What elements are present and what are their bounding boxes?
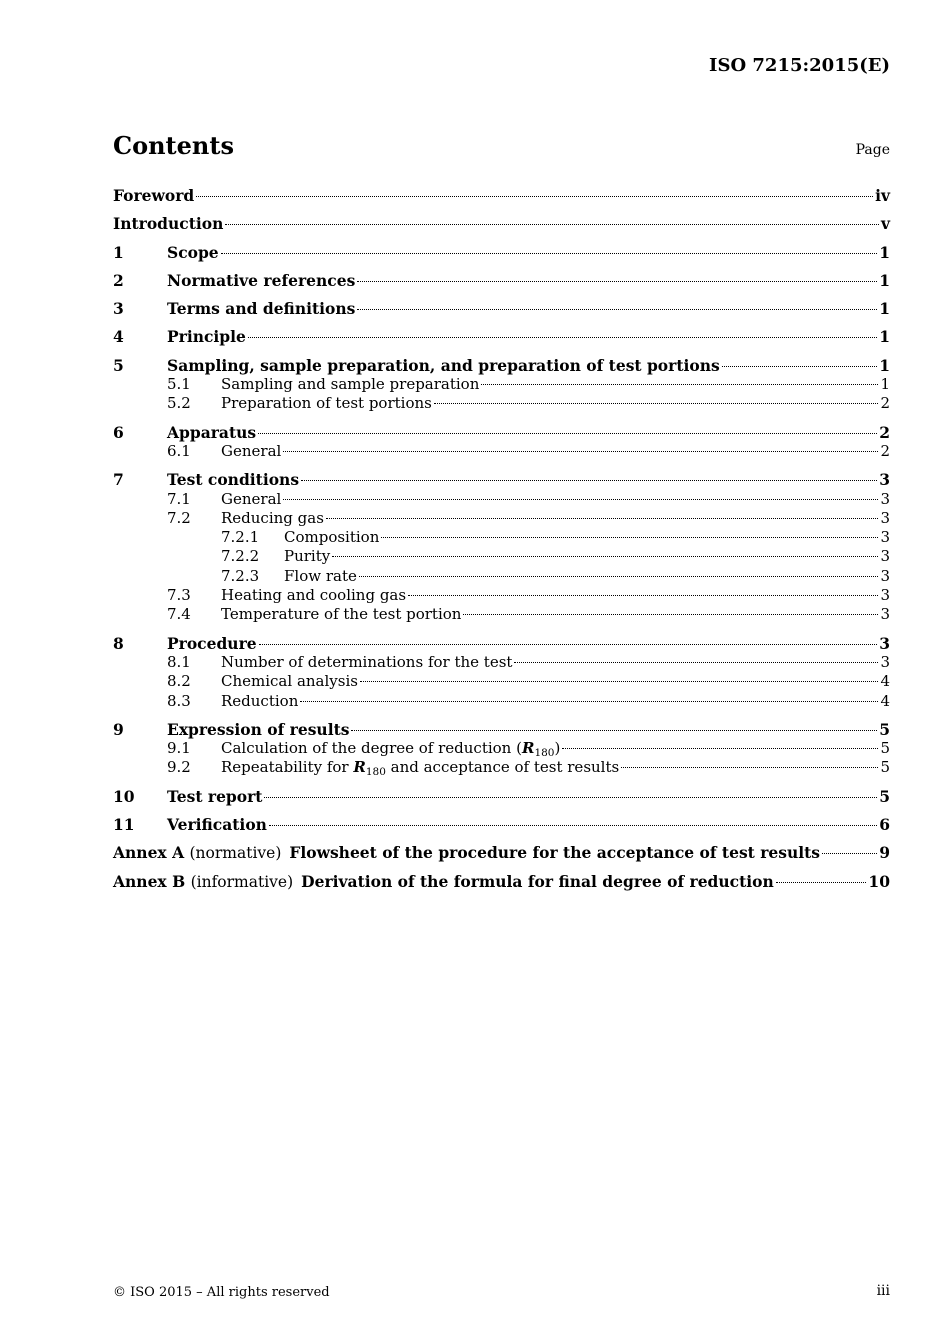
title-text: ) [554,739,561,758]
title-text: Repeatability for [221,758,354,777]
dot-leader [434,403,879,404]
dot-leader [259,644,878,645]
toc-entry-title: Test report [167,786,263,806]
toc-entry-title: Number of determinations for the test [221,652,513,671]
title-text: Calculation of the degree of reduction ( [221,739,522,758]
toc-entry-number: 7.2 [167,508,191,527]
toc-entry-title: Heating and cooling gas [221,586,407,605]
annex-title: Derivation of the formula for final degree of reduction [301,871,774,891]
toc-entry-title: Flow rate [284,566,357,585]
dot-leader [283,499,878,500]
toc-entry-title: Test conditions [167,470,300,490]
page-number: iii [876,1283,890,1299]
toc-entry-page: 1 [879,327,890,347]
toc-entry-title: Chemical analysis [221,672,358,691]
toc-entry-title [113,843,820,863]
toc-entry-page: 1 [879,299,890,319]
dot-leader [357,281,877,282]
toc-entry-page: 3 [879,470,890,490]
annex-name: Annex B [113,871,186,891]
toc-entry-page: 3 [879,633,890,653]
toc-entry-title: Terms and definitions [167,299,356,319]
dot-leader [269,825,877,826]
dot-leader [514,662,878,663]
page-column-label: Page [855,142,890,158]
toc-entry-title: General [221,441,282,460]
dot-leader [332,556,878,557]
toc-entry-number: 11 [113,815,135,835]
toc-entry-number: 7.2.3 [221,566,260,585]
toc-entry-title [113,872,774,892]
toc-entry-number: 4 [113,327,124,347]
toc-entry-9-2[interactable] [113,758,890,777]
toc-entry-page: 5 [879,786,890,806]
toc-entry-number: 7 [113,470,124,490]
toc-entry-title: Preparation of test portions [221,394,432,413]
toc-entry-8[interactable] [113,634,890,653]
toc-entry-number: 9 [113,719,124,739]
toc-entry-page: 5 [880,758,890,777]
copyright-notice: © ISO 2015 – All rights reserved [113,1285,330,1300]
toc-entry-number: 6.1 [167,441,191,460]
dot-leader [351,730,877,731]
toc-entry-11[interactable] [113,815,890,834]
toc-entry-page: 2 [879,422,890,442]
toc-entry-1[interactable] [113,243,890,262]
toc-entry-8-2[interactable] [113,672,890,691]
toc-entry-title: Sampling and sample preparation [221,375,480,394]
toc-entry-number: 6 [113,422,124,442]
dot-leader [258,433,877,434]
toc-entry-page: 1 [879,242,890,262]
reduction-symbol: R [521,739,535,758]
toc-entry-10[interactable] [113,787,890,806]
toc-entry-page: 9 [879,843,890,863]
toc-entry-title: Expression of results [167,719,350,739]
toc-entry-title: Reduction [221,691,299,710]
toc-entry-5-2[interactable] [113,394,890,413]
annex-name: Annex A [113,843,185,863]
toc-entry-title: Sampling, sample preparation, and preparation of test portions [167,355,720,375]
toc-entry-page: 4 [880,672,890,691]
toc-entry-page: 1 [880,375,890,394]
toc-entry-title: General [221,489,282,508]
toc-entry-number: 8.1 [167,652,191,671]
toc-entry-page: 5 [880,739,890,758]
toc-entry-title: Purity [284,547,331,566]
toc-entry-number: 9.2 [167,758,191,777]
toc-entry-page: 6 [879,815,890,835]
toc-entry-page: 10 [868,871,890,891]
toc-entry-8-3[interactable] [113,692,890,711]
toc-entry-title: Verification [167,815,267,835]
dot-leader [301,480,877,481]
toc-entry-7-2-1[interactable] [113,528,890,547]
toc-entry-number: 8 [113,633,124,653]
dot-leader [359,576,879,577]
toc-entry-7-4[interactable] [113,605,890,624]
dot-leader [408,595,878,596]
toc-entry-number: 2 [113,270,124,290]
toc-entry-title: Foreword [113,186,195,205]
toc-entry-7-1[interactable] [113,490,890,509]
table-of-contents [113,186,890,891]
dot-leader [248,337,877,338]
annex-type: (informative) [190,872,294,891]
toc-entry-number: 7.1 [167,489,191,508]
dot-leader [381,537,878,538]
toc-entry-page: 3 [880,547,890,566]
dot-leader [225,224,879,225]
toc-entry-annex-b[interactable] [113,872,890,891]
toc-entry-number: 5.2 [167,394,191,413]
standard-id: ISO 7215:2015(E) [709,55,890,76]
dot-leader [776,882,867,883]
toc-entry-3[interactable] [113,299,890,318]
toc-entry-title: Composition [284,528,380,547]
toc-entry-title: Reducing gas [221,508,324,527]
toc-entry-foreword[interactable] [113,186,890,205]
toc-entry-page: 1 [879,270,890,290]
toc-entry-title: Temperature of the test portion [221,605,462,624]
dot-leader [722,366,878,367]
dot-leader [621,767,878,768]
toc-entry-annex-a[interactable] [113,843,890,862]
toc-entry-9[interactable] [113,720,890,739]
reduction-subscript: 180 [534,747,555,760]
toc-entry-page: 2 [880,441,890,460]
page-title: Contents [113,131,234,160]
toc-entry-page: 3 [880,489,890,508]
toc-entry-title: Apparatus [167,422,257,442]
toc-entry-number: 8.3 [167,691,191,710]
title-text: and acceptance of test results [385,758,620,777]
dot-leader [463,614,878,615]
toc-entry-page: v [880,214,890,234]
toc-entry-4[interactable] [113,327,890,346]
toc-entry-title: Normative references [167,270,356,290]
toc-entry-6-1[interactable] [113,442,890,461]
toc-entry-number: 7.3 [167,586,191,605]
toc-entry-number: 9.1 [167,739,191,758]
toc-entry-page: 1 [879,355,890,375]
toc-entry-number: 10 [113,786,135,806]
toc-entry-page: 3 [880,652,890,671]
toc-entry-7-2[interactable] [113,509,890,528]
dot-leader [481,384,878,385]
toc-entry-page: 3 [880,605,890,624]
toc-entry-title [221,758,619,777]
dot-leader [360,681,878,682]
dot-leader [264,797,877,798]
toc-entry-introduction[interactable] [113,214,890,233]
toc-entry-7[interactable] [113,470,890,489]
toc-entry-8-1[interactable] [113,653,890,672]
toc-entry-page: 3 [880,566,890,585]
dot-leader [357,309,877,310]
toc-entry-7-3[interactable] [113,586,890,605]
toc-entry-title: Scope [167,242,219,262]
toc-entry-number: 8.2 [167,672,191,691]
toc-entry-page: 2 [880,394,890,413]
dot-leader [562,748,878,749]
toc-entry-page: iv [875,186,890,205]
toc-entry-number: 5.1 [167,375,191,394]
toc-entry-number: 7.2.2 [221,547,260,566]
toc-entry-page: 3 [880,508,890,527]
toc-entry-5-1[interactable] [113,375,890,394]
dot-leader [196,196,873,197]
toc-entry-title [221,739,560,758]
toc-entry-6[interactable] [113,423,890,442]
toc-entry-page: 4 [880,691,890,710]
reduction-subscript: 180 [365,766,386,779]
dot-leader [326,518,879,519]
dot-leader [283,451,878,452]
annex-type: (normative) [189,844,282,863]
toc-entry-page: 3 [880,586,890,605]
toc-entry-2[interactable] [113,271,890,290]
toc-entry-9-1[interactable] [113,739,890,758]
annex-title: Flowsheet of the procedure for the acceptance of test results [289,843,821,863]
dot-leader [300,701,878,702]
toc-entry-5[interactable] [113,356,890,375]
toc-entry-page: 5 [879,719,890,739]
toc-entry-number: 7.2.1 [221,528,260,547]
dot-leader [822,853,877,854]
toc-entry-number: 1 [113,242,124,262]
dot-leader [221,253,878,254]
reduction-symbol: R [353,758,366,777]
toc-entry-number: 5 [113,355,124,375]
toc-entry-number: 7.4 [167,605,191,624]
toc-entry-title: Principle [167,327,246,347]
toc-entry-7-2-3[interactable] [113,567,890,586]
toc-entry-number: 3 [113,299,124,319]
toc-entry-title: Procedure [167,633,257,653]
toc-entry-7-2-2[interactable] [113,547,890,566]
toc-entry-title: Introduction [113,214,224,234]
toc-entry-page: 3 [880,528,890,547]
